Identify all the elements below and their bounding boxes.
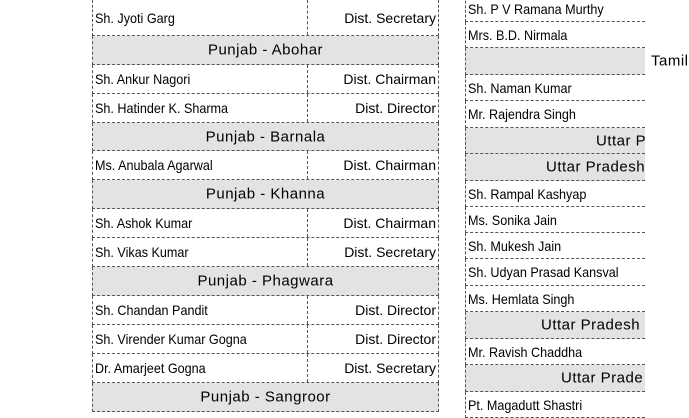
left-directory-table	[92, 0, 439, 412]
member-row	[465, 0, 645, 22]
section-heading-row	[465, 365, 645, 392]
column-divider	[307, 238, 308, 266]
member-row	[92, 65, 439, 94]
column-divider	[307, 325, 308, 353]
member-role: Dist. Director	[355, 331, 436, 347]
member-name: Dr. Amarjeet Gogna	[95, 360, 206, 376]
member-row	[92, 354, 439, 383]
member-role: Dist. Secretary	[344, 9, 436, 26]
section-heading: Punjab - Phagwara	[197, 272, 334, 290]
section-heading-row	[465, 128, 645, 154]
member-row	[465, 259, 645, 286]
section-heading-row	[465, 312, 645, 339]
column-divider	[307, 65, 308, 93]
member-row	[465, 286, 645, 312]
member-name: Ms. Hemlata Singh	[468, 290, 575, 307]
member-name: Sh. Ashok Kumar	[95, 215, 193, 231]
member-name: Sh. Jyoti Garg	[95, 9, 175, 26]
section-heading-row	[92, 267, 439, 296]
member-row	[92, 209, 439, 238]
member-row	[465, 181, 645, 207]
column-divider	[307, 354, 308, 382]
member-row	[92, 296, 439, 325]
member-name: Sh. Udyan Prasad Kansval	[468, 264, 619, 280]
member-name: Sh. Rampal Kashyap	[468, 185, 587, 202]
member-role: Dist. Director	[355, 100, 436, 116]
section-heading-row	[92, 123, 439, 151]
section-heading-row	[92, 383, 439, 412]
section-heading: Tamil	[651, 52, 689, 70]
member-row	[465, 207, 645, 233]
member-role: Dist. Secretary	[344, 360, 436, 376]
member-name: Sh. Ankur Nagori	[95, 71, 191, 87]
column-divider	[307, 296, 308, 324]
member-name: Sh. P V Ramana Murthy	[468, 0, 604, 17]
member-role: Dist. Chairman	[343, 157, 436, 173]
member-name: Sh. Naman Kumar	[468, 79, 572, 96]
section-heading: Uttar Pradesh	[541, 316, 641, 334]
member-name: Mr. Ravish Chaddha	[468, 343, 583, 360]
section-heading-row	[92, 36, 439, 65]
member-row	[92, 0, 439, 36]
right-directory-table	[465, 0, 689, 418]
member-name: Sh. Virender Kumar Gogna	[95, 331, 247, 347]
member-role: Dist. Secretary	[344, 244, 436, 260]
member-row	[92, 238, 439, 267]
column-divider	[307, 0, 308, 35]
member-row	[465, 339, 645, 365]
member-role: Dist. Director	[355, 302, 436, 318]
member-name: Sh. Vikas Kumar	[95, 244, 189, 260]
member-row	[92, 94, 439, 123]
section-heading: Punjab - Abohar	[207, 41, 324, 59]
section-heading-row	[92, 180, 439, 209]
section-heading: Punjab - Barnala	[205, 128, 326, 145]
section-heading: Uttar Pradesh	[546, 158, 646, 176]
member-row	[92, 151, 439, 180]
member-name: Ms. Anubala Agarwal	[95, 157, 213, 173]
section-heading-row	[465, 154, 645, 181]
column-divider	[307, 209, 308, 237]
column-divider	[307, 94, 308, 122]
member-name: Mr. Rajendra Singh	[468, 106, 576, 122]
section-heading: Uttar Prade	[561, 369, 644, 387]
member-row	[465, 392, 645, 418]
member-name: Pt. Magadutt Shastri	[468, 396, 583, 413]
section-heading-row	[465, 48, 689, 75]
member-role: Dist. Chairman	[343, 71, 436, 87]
member-name: Mrs. B.D. Nirmala	[468, 26, 568, 43]
member-row	[465, 101, 645, 128]
section-heading: Punjab - Sangroor	[200, 388, 331, 406]
section-heading: Uttar P	[596, 132, 647, 149]
member-row	[92, 325, 439, 354]
member-name: Sh. Chandan Pandit	[95, 302, 208, 318]
column-divider	[307, 151, 308, 179]
member-row	[465, 22, 645, 48]
member-role: Dist. Chairman	[343, 215, 436, 231]
member-name: Ms. Sonika Jain	[468, 211, 557, 228]
section-heading: Punjab - Khanna	[205, 185, 326, 203]
member-name: Sh. Mukesh Jain	[468, 237, 562, 254]
member-row	[465, 75, 645, 101]
member-row	[465, 233, 645, 259]
member-name: Sh. Hatinder K. Sharma	[95, 100, 229, 116]
